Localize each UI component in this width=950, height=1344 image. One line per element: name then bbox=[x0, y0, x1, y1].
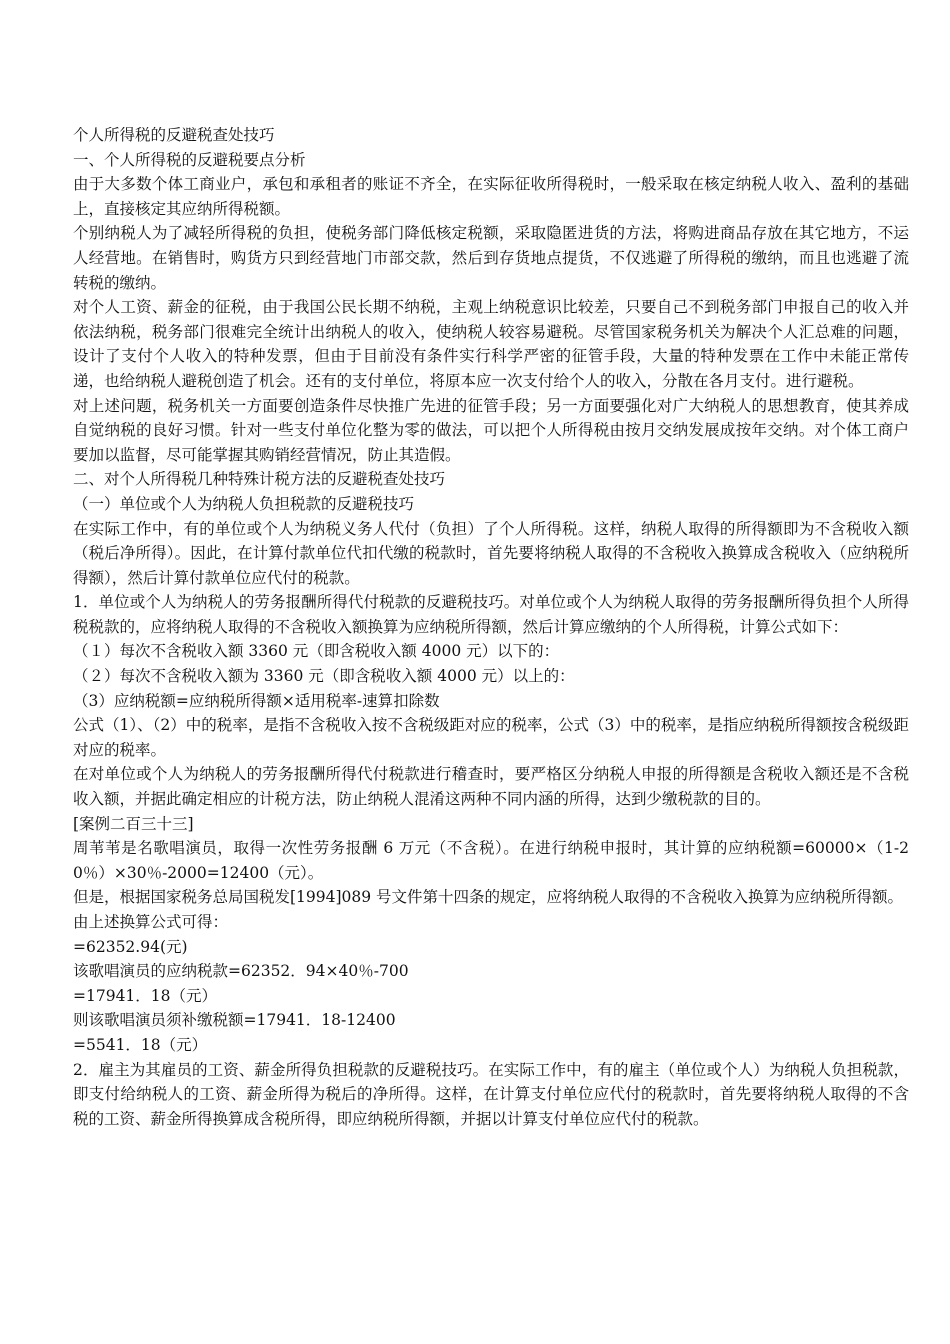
section-heading-1: 一、个人所得税的反避税要点分析 bbox=[73, 150, 306, 169]
paragraph: 对上述问题，税务机关一方面要创造条件尽快推广先进的征管手段；另一方面要强化对广大纳税人的思想教育，使其养成自觉纳税的良好习惯。针对一些支付单位化整为零的做法，可以把个人所得税由按月交纳发展成按年交纳。对个体工商户要加以监督，尽可能掌握其购销经营情况，防止其造假。 bbox=[73, 396, 909, 464]
paragraph: 对个人工资、薪金的征税，由于我国公民长期不纳税，主观上纳税意识比较差，只要自己不到税务部门申报自己的收入并依法纳税，税务部门很难完全统计出纳税人的收入，使纳税人较容易避税。尽管国家税务机关为解决个人汇总难的问题，设计了支付个人收入的特种发票，但由于目前没有条件实行科学严密的征管手段，大量的特种发票在工作中未能正常传递，也给纳税人避税创造了机会。还有的支付单位，将原本应一次支付给个人的收入，分散在各月支付。进行避税。 bbox=[73, 298, 909, 390]
paragraph: 在对单位或个人为纳税人的劳务报酬所得代付税款进行稽查时，要严格区分纳税人申报的所得额是含税收入额还是不含税收入额，并据此确定相应的计税方法，防止纳税人混淆这两种不同内涵的所得，达到少缴税款的目的。 bbox=[73, 765, 909, 809]
calculation-line: =17941．18（元） bbox=[73, 986, 218, 1005]
paragraph: 周苇苇是名歌唱演员，取得一次性劳务报酬 6 万元（不含税）。在进行纳税申报时，其计算的应纳税额=60000×（1-20％）×30％-2000=12400（元）。 bbox=[73, 839, 909, 882]
document-title: 个人所得税的反避税查处技巧 bbox=[73, 126, 275, 144]
paragraph: 个别纳税人为了减轻所得税的负担，使税务部门降低核定税额，采取隐匿进货的方法，将购进商品存放在其它地方，不运人经营地。在销售时，购货方只到经营地门市部交款，然后到存货地点提货，不仅逃避了所得税的缴纳，而且也逃避了流转税的缴纳。 bbox=[73, 224, 909, 292]
paragraph: 1．单位或个人为纳税人的劳务报酬所得代付税款的反避税技巧。对单位或个人为纳税人取得的劳务报酬所得负担个人所得税税款的，应将纳税人取得的不含税收入额换算为应纳税所得额，然后计算应缴纳的个人所得税，计算公式如下： bbox=[73, 593, 909, 636]
formula-line: （２）每次不含税收入额为 3360 元（即含税收入额 4000 元）以上的： bbox=[73, 667, 575, 686]
paragraph: 但是，根据国家税务总局国税发[1994]089 号文件第十四条的规定，应将纳税人取得的不含税收入换算为应纳税所得额。 bbox=[73, 888, 904, 907]
formula-line: （3）应纳税额=应纳税所得额×适用税率-速算扣除数 bbox=[73, 691, 440, 710]
subsection-heading: （一）单位或个人为纳税人负担税款的反避税技巧 bbox=[73, 494, 415, 513]
formula-line: （１）每次不含税收入额 3360 元（即含税收入额 4000 元）以下的： bbox=[73, 642, 560, 661]
calculation-line: =62352.94(元) bbox=[73, 937, 188, 956]
case-label: [案例二百三十三] bbox=[73, 814, 194, 833]
paragraph: 由于大多数个体工商业户，承包和承租者的账证不齐全，在实际征收所得税时，一般采取在核定纳税人收入、盈利的基础上，直接核定其应纳所得税额。 bbox=[73, 175, 909, 218]
calculation-line: 则该歌唱演员须补缴税额=17941．18-12400 bbox=[73, 1011, 396, 1030]
section-heading-2: 二、对个人所得税几种特殊计税方法的反避税查处技巧 bbox=[73, 470, 446, 489]
calculation-line: 由上述换算公式可得： bbox=[73, 913, 229, 931]
calculation-line: 该歌唱演员的应纳税款=62352．94×40％-700 bbox=[73, 962, 409, 981]
paragraph: 在实际工作中，有的单位或个人为纳税义务人代付（负担）了个人所得税。这样，纳税人取得的所得额即为不含税收入额（税后净所得）。因此，在计算付款单位代扣代缴的税款时，首先要将纳税人取得的不含税收入换算成含税收入（应纳税所得额），然后计算付款单位应代付的税款。 bbox=[73, 519, 909, 587]
calculation-line: =5541．18（元） bbox=[73, 1035, 208, 1054]
paragraph: 公式（1）、（2）中的税率，是指不含税收入按不含税级距对应的税率，公式（3）中的税率，是指应纳税所得额按含税级距对应的税率。 bbox=[73, 716, 909, 759]
paragraph: 2．雇主为其雇员的工资、薪金所得负担税款的反避税技巧。在实际工作中，有的雇主（单位或个人）为纳税人负担税款，即支付给纳税人的工资、薪金所得为税后的净所得。这样，在计算支付单位应代付的税款时，首先要将纳税人取得的不含税的工资、薪金所得换算成含税所得，即应纳税所得额，并据以计算支付单位应代付的税款。 bbox=[73, 1060, 909, 1128]
document-page bbox=[73, 123, 909, 1131]
